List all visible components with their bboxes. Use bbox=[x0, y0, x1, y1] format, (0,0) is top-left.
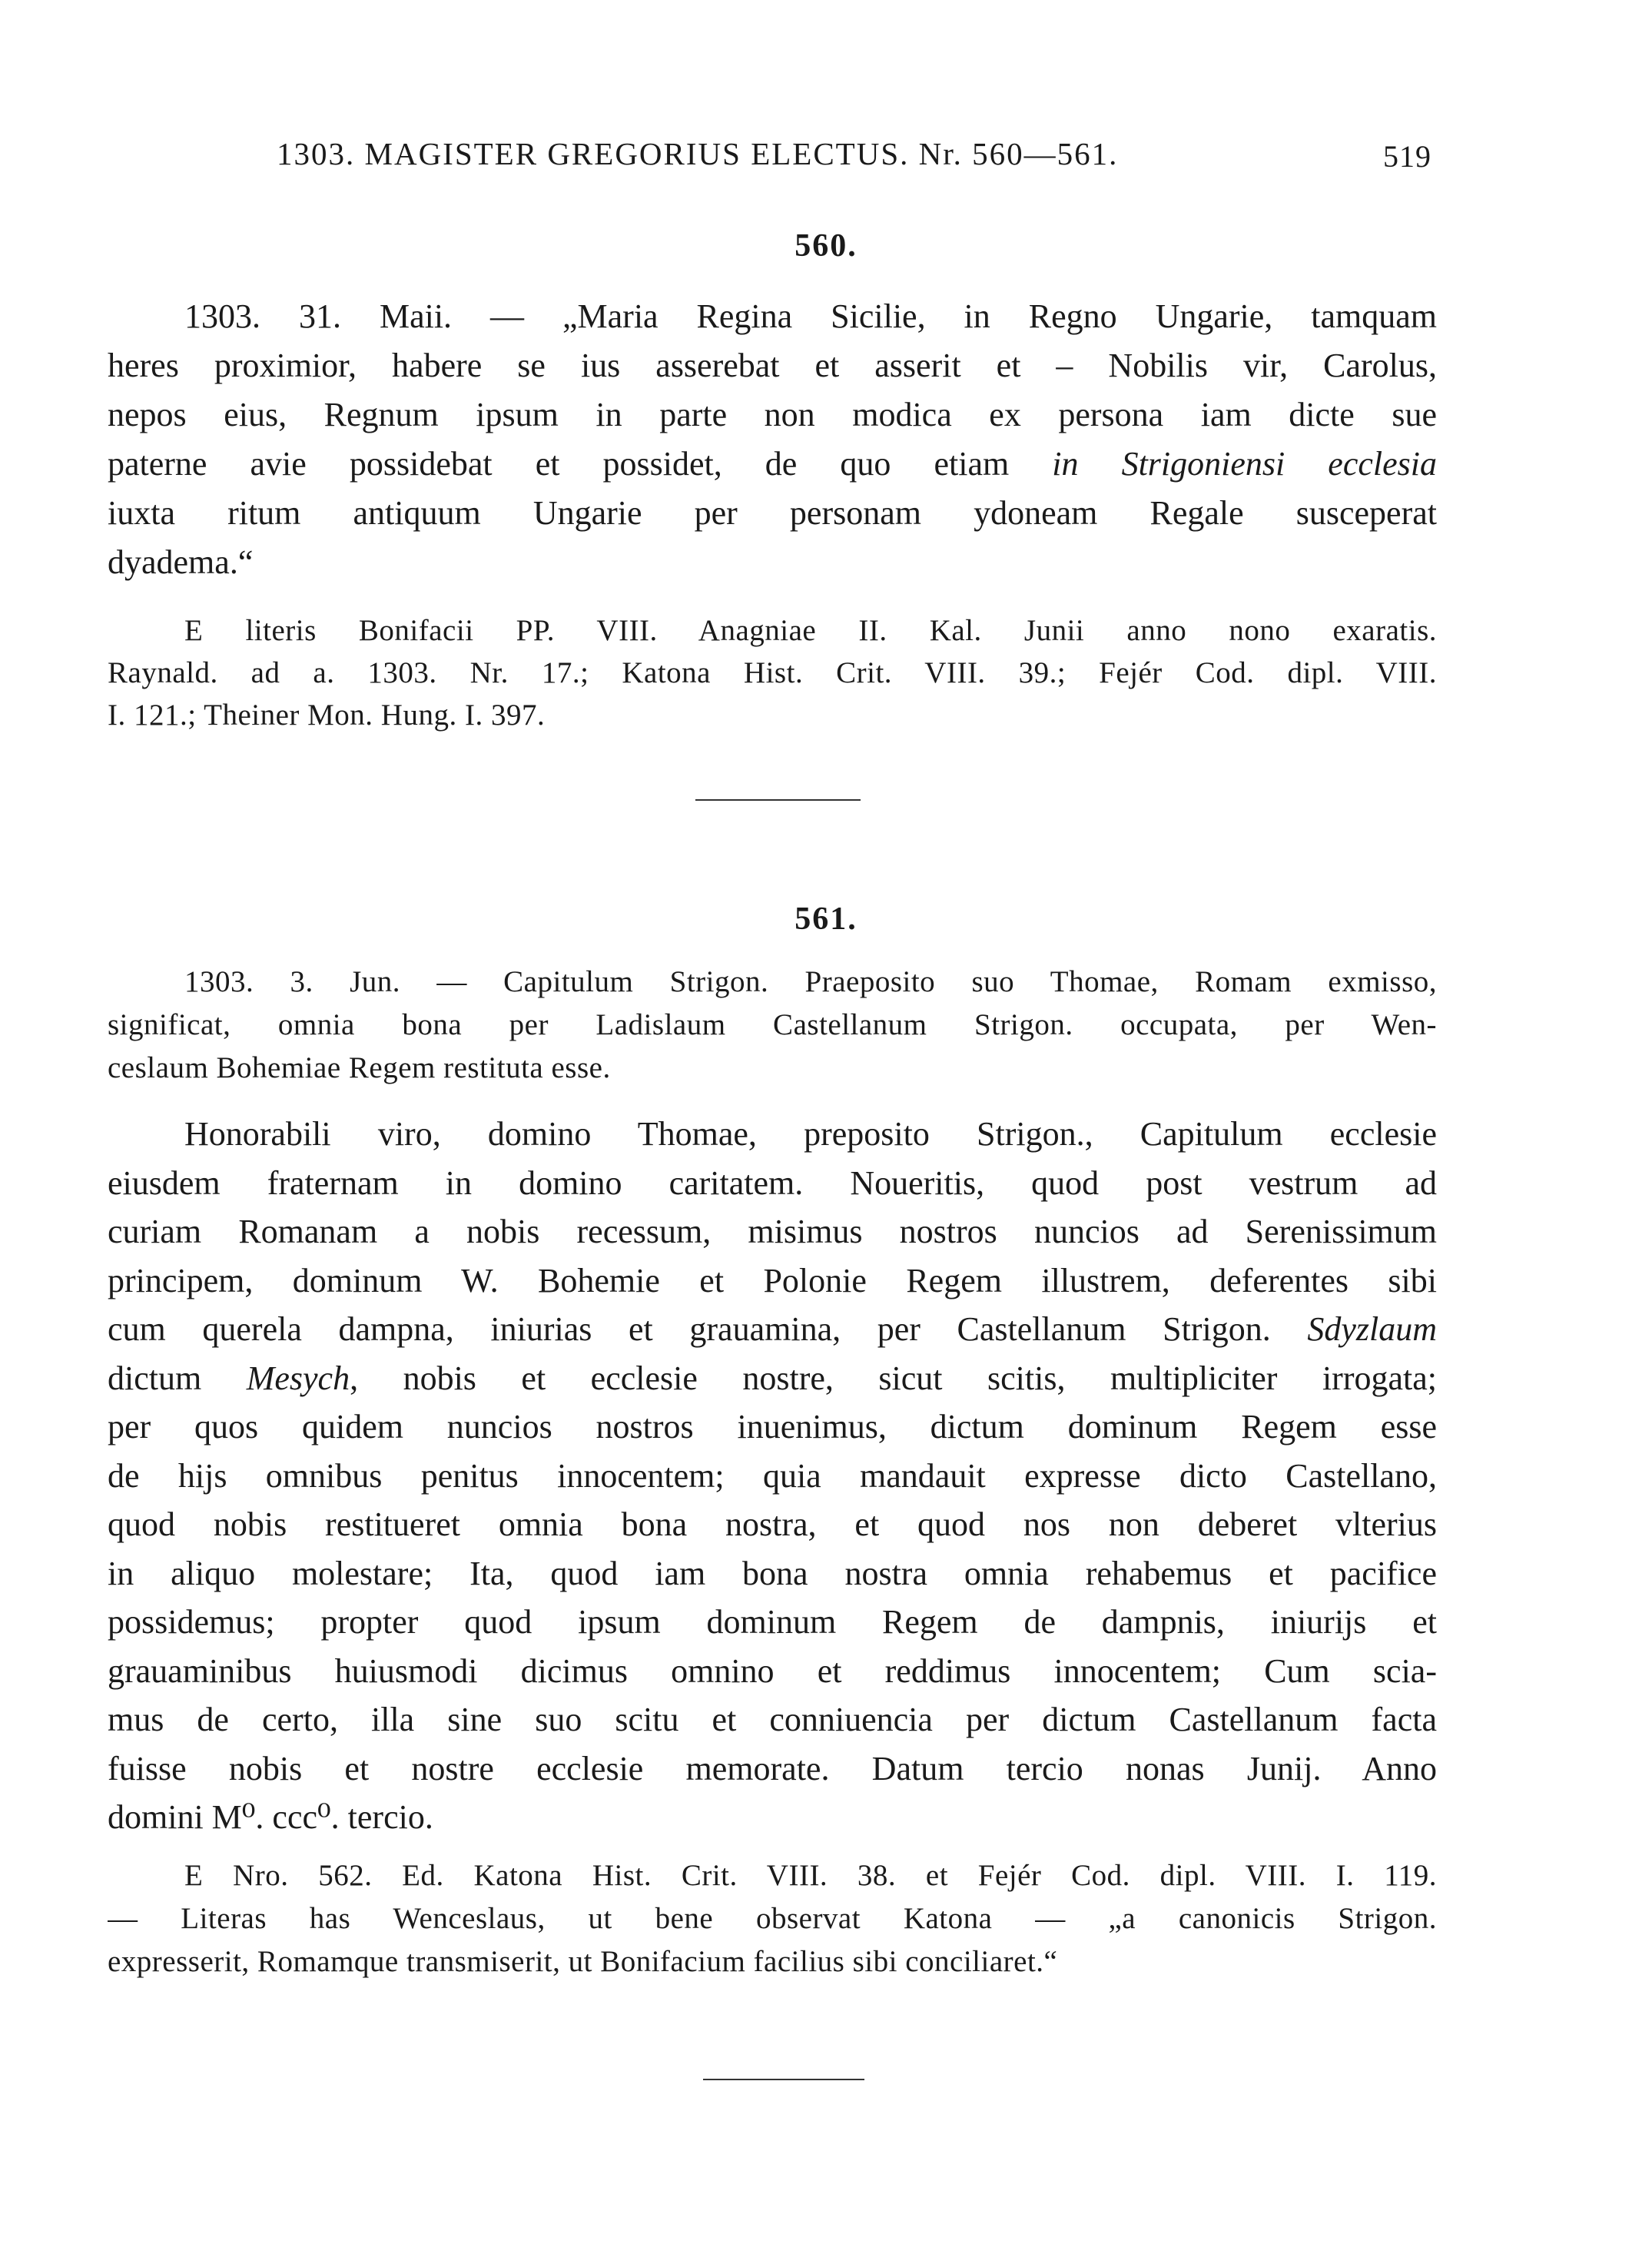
text-line: quod nobis restitueret omnia bona nostra, et quod nos non deberet vlterius bbox=[108, 1505, 1437, 1543]
text-line: principem, dominum W. Bohemie et Polonie Regem illustrem, deferentes sibi bbox=[108, 1261, 1437, 1299]
section-divider bbox=[703, 2079, 864, 2080]
italic-span: Sdyzlaum bbox=[1307, 1310, 1437, 1348]
source-line: Raynald. ad a. 1303. Nr. 17.; Katona Hist. Crit. VIII. 39.; Fejér Cod. dipl. VIII. bbox=[108, 656, 1437, 689]
text-line: cum querela dampna, iniurias et grauamina, per Castellanum Strigon. Sdyzlaum bbox=[108, 1310, 1437, 1348]
regest-line: 1303. 3. Jun. — Capitulum Strigon. Praeposito suo Thomae, Romam exmisso, bbox=[184, 965, 1437, 998]
text-line: curiam Romanam a nobis recessum, misimus nostros nuncios ad Serenissimum bbox=[108, 1213, 1437, 1250]
regest-line: iuxta ritum antiquum Ungarie per personam ydoneam Regale susceperat bbox=[108, 494, 1437, 532]
running-head: 1303. MAGISTER GREGORIUS ELECTUS. Nr. 560—561. bbox=[277, 136, 1119, 171]
italic-span: Mesych bbox=[246, 1359, 350, 1397]
text-line: fuisse nobis et nostre ecclesie memorate. Datum tercio nonas Junij. Anno bbox=[108, 1749, 1437, 1787]
text-line: grauaminibus huiusmodi dicimus omnino et reddimus innocentem; Cum scia- bbox=[108, 1651, 1437, 1690]
page-number: 519 bbox=[1383, 139, 1431, 174]
text-line: eiusdem fraternam in domino caritatem. Noueritis, quod post vestrum ad bbox=[108, 1163, 1437, 1202]
italic-span: in Strigoniensi ecclesia bbox=[1052, 445, 1437, 483]
text-line: mus de certo, illa sine suo scitu et conniuencia per dictum Castellanum facta bbox=[108, 1701, 1437, 1738]
text-line: Honorabili viro, domino Thomae, preposito Strigon., Capitulum ecclesie bbox=[184, 1115, 1437, 1153]
source-line: E Nro. 562. Ed. Katona Hist. Crit. VIII. 38. et Fejér Cod. dipl. VIII. I. 119. bbox=[184, 1859, 1437, 1892]
regest-line: ceslaum Bohemiae Regem restituta esse. bbox=[108, 1051, 611, 1084]
regest-line: paterne avie possidebat et possidet, de quo etiam in Strigoniensi ecclesia bbox=[108, 445, 1437, 483]
source-line: E literis Bonifacii PP. VIII. Anagniae II. Kal. Junii anno nono exaratis. bbox=[184, 614, 1437, 647]
text-line: in aliquo molestare; Ita, quod iam bona nostra omnia rehabemus et pacifice bbox=[108, 1554, 1437, 1592]
text-line: domini M⁰. ccc⁰. tercio. bbox=[108, 1798, 433, 1836]
regest-line: significat, omnia bona per Ladislaum Castellanum Strigon. occupata, per Wen- bbox=[108, 1008, 1437, 1041]
regest-line: heres proximior, habere se ius asserebat et asserit et – Nobilis vir, Carolus, bbox=[108, 347, 1437, 384]
text-line: de hijs omnibus penitus innocentem; quia mandauit expresse dicto Castellano, bbox=[108, 1456, 1437, 1495]
regest-line: 1303. 31. Maii. — „Maria Regina Sicilie, in Regno Ungarie, tamquam bbox=[184, 297, 1437, 335]
regest-line: dyadema.“ bbox=[108, 543, 254, 581]
source-line: I. 121.; Theiner Mon. Hung. I. 397. bbox=[108, 699, 546, 732]
source-line: — Literas has Wenceslaus, ut bene observat Katona — „a canonicis Strigon. bbox=[108, 1902, 1437, 1935]
text-line: dictum Mesych, nobis et ecclesie nostre, sicut scitis, multipliciter irrogata; bbox=[108, 1359, 1437, 1397]
entry-number-560: 560. bbox=[794, 228, 858, 264]
section-divider bbox=[695, 799, 861, 801]
text-line: per quos quidem nuncios nostros inuenimus, dictum dominum Regem esse bbox=[108, 1408, 1437, 1446]
entry-number-561: 561. bbox=[794, 901, 858, 937]
source-line: expresserit, Romamque transmiserit, ut Bonifacium facilius sibi conciliaret.“ bbox=[108, 1945, 1058, 1978]
text-line: possidemus; propter quod ipsum dominum Regem de dampnis, iniurijs et bbox=[108, 1603, 1437, 1641]
regest-line: nepos eius, Regnum ipsum in parte non modica ex persona iam dicte sue bbox=[108, 396, 1437, 433]
